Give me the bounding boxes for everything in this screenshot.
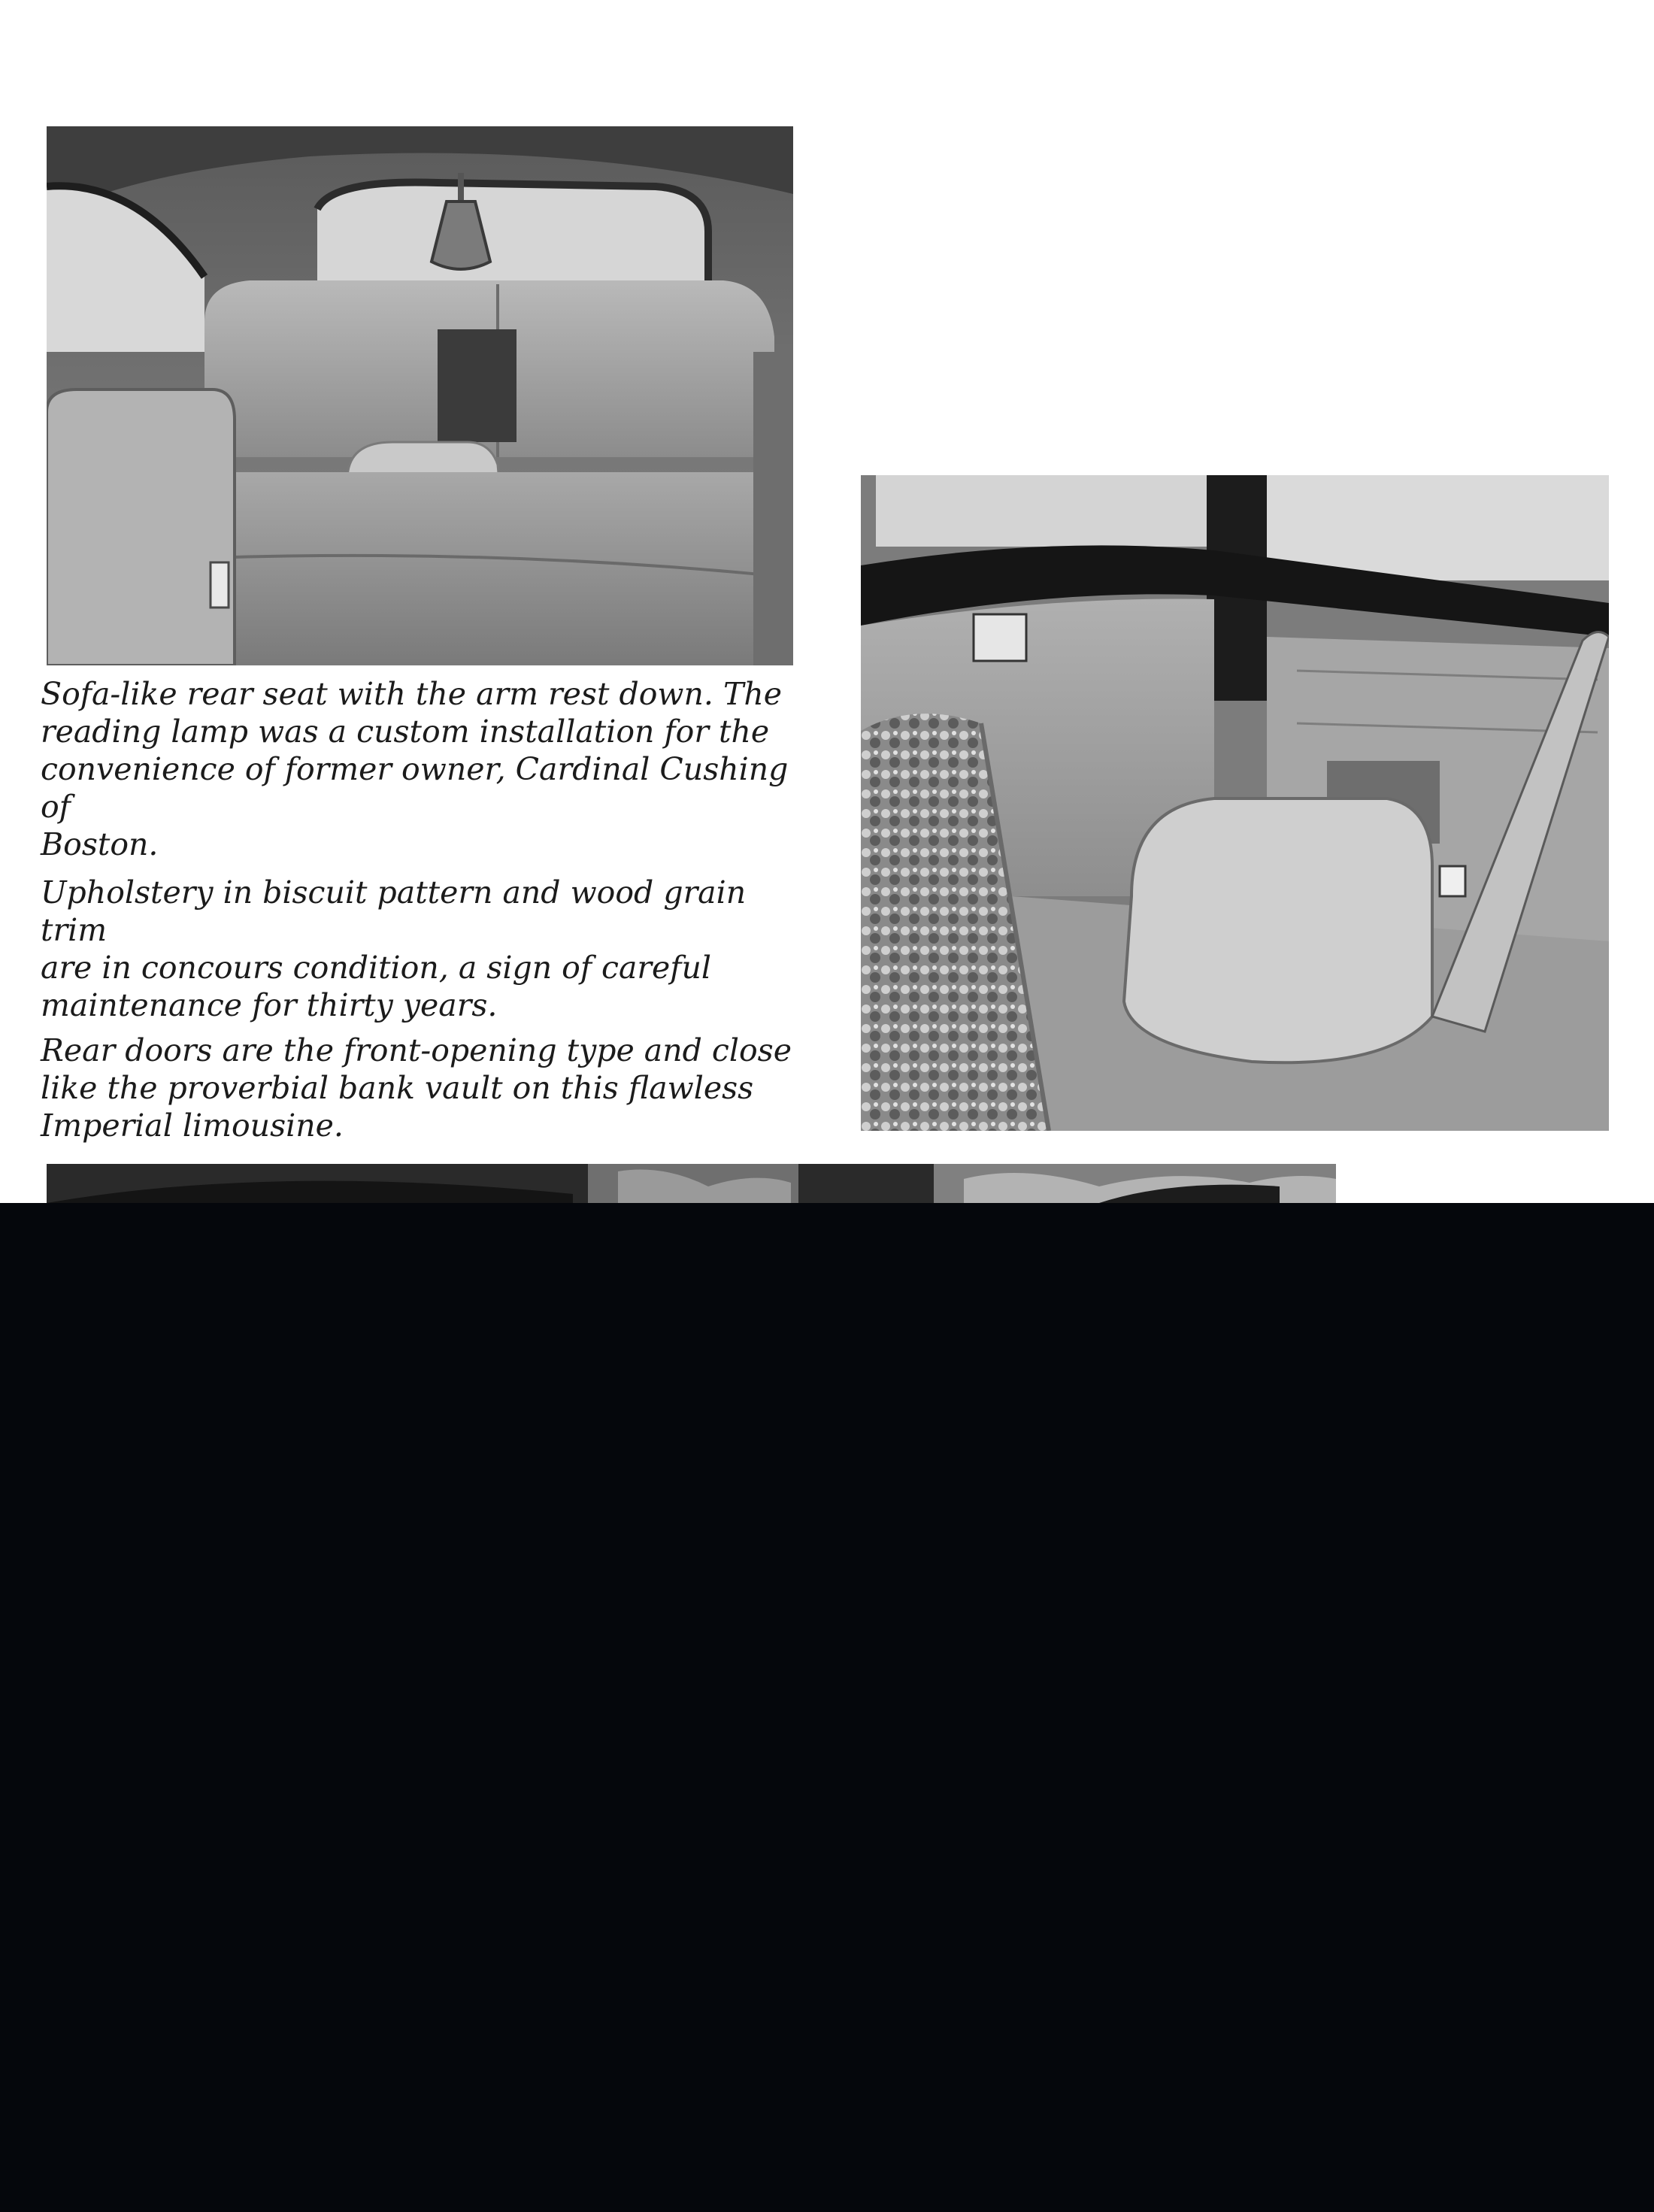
caption-upholstery: Upholstery in biscuit pattern and wood grain trim are in concours condition, a sign of careful maintenance for thirty years. [41, 874, 747, 1023]
caption-rear-doors: Rear doors are the front-opening type and close like the proverbial bank vault on this flawless Imperial limousine. [41, 1032, 792, 1144]
photo-exterior-strip [47, 1164, 1336, 1203]
photo-jump-seat-interior [861, 475, 1609, 1131]
jump-seat-illustration [861, 475, 1609, 1131]
caption-rear-seat: Sofa-like rear seat with the arm rest down. The reading lamp was a custom installation for the convenience of former owner, Cardinal Cushing of Boston. [41, 676, 789, 862]
dark-panel [0, 1203, 1654, 2212]
rear-seat-illustration [47, 126, 793, 665]
exterior-strip-illustration [47, 1164, 1336, 1203]
photo-rear-seat-interior [47, 126, 793, 665]
